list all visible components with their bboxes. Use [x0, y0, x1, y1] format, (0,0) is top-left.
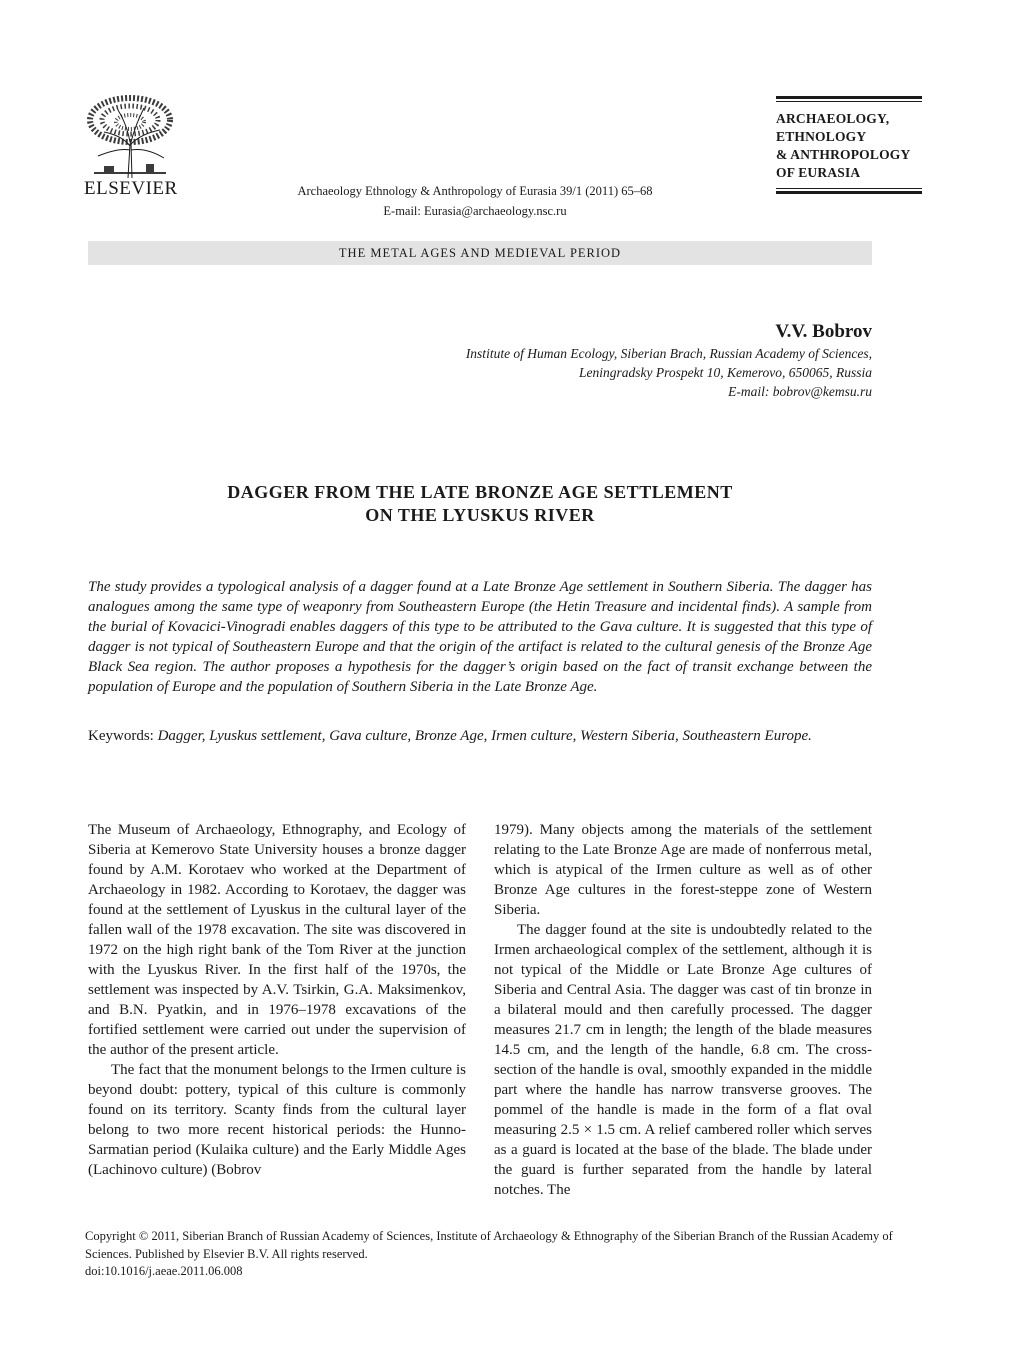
body-paragraph: The fact that the monument belongs to the Irmen culture is beyond doubt: pottery, typical of this culture is commonly found on its territory. Scanty finds from the cultural layer belong to two more recent historical periods: the Hunno-Sarmatian period (Kulaika culture) and the Early Middle Ages (Lachinovo culture) (Bobrov: [88, 1062, 466, 1178]
journal-citation: [250, 181, 700, 221]
body-column-right: [494, 820, 872, 1200]
journal-rule-top: [776, 96, 922, 102]
affiliation-line-1: Institute of Human Ecology, Siberian Brach, Russian Academy of Sciences,: [465, 346, 872, 361]
article-title: [88, 481, 872, 527]
affiliation-email: E-mail: bobrov@kemsu.ru: [728, 384, 872, 399]
title-line-2: ON THE LYUSKUS RIVER: [365, 505, 595, 525]
keywords-value: Dagger, Lyuskus settlement, Gava culture, Bronze Age, Irmen culture, Western Siberia, Southeastern Europe.: [157, 728, 812, 744]
body-column-left: [88, 820, 466, 1180]
body-paragraph: The Museum of Archaeology, Ethnography, and Ecology of Siberia at Kemerovo State University houses a bronze dagger found by A.M. Korotaev who worked at the Department of Archaeology in 1982. According to Korotaev, the dagger was found at the settlement of Lyuskus in the cultural layer of the fallen wall of the 1978 excavation. The site was discovered in 1972 on the high right bank of the Tom River at the junction with the Lyuskus River. In the first half of the 1970s, the settlement was inspected by A.V. Tsirkin, G.A. Maksimenkov, and B.N. Pyatkin, and in 1976–1978 excavations of the fortified settlement were carried out under the supervision of the author of the present article.: [88, 822, 466, 1058]
doi: doi:10.1016/j.aeae.2011.06.008: [85, 1264, 243, 1278]
body-paragraph: 1979). Many objects among the materials of the settlement relating to the Late Bronze Age are made of nonferrous metal, which is atypical of the Irmen culture as well as of other Bronze Age cultures in the forest-steppe zone of Western Siberia.: [494, 822, 872, 918]
copyright-footer: [85, 1228, 895, 1281]
journal-rule-bottom: [776, 188, 922, 194]
keywords-label: Keywords:: [88, 728, 154, 744]
author-affiliation: [466, 344, 872, 401]
journal-name-line-4: OF EURASIA: [776, 165, 861, 180]
publisher-name: ELSEVIER: [84, 178, 178, 199]
section-heading: THE METAL AGES AND MEDIEVAL PERIOD: [88, 241, 872, 265]
body-paragraph: The dagger found at the site is undoubtedly related to the Irmen archaeological complex of the settlement, although it is not typical of the Middle or Late Bronze Age cultures of Siberia and Central Asia. The dagger was cast of tin bronze in a bilateral mould and then carefully processed. The dagger measures 21.7 cm in length; the length of the blade measures 14.5 cm, and the length of the handle, 6.8 cm. The cross-section of the handle is oval, smoothly expanded in the middle part where the handle has narrow transverse grooves. The pommel of the handle is made in the form of a flat oval measuring 2.5 × 1.5 cm. A relief cambered roller which serves as a guard is located at the base of the blade. The blade under the guard is further separated from the handle by lateral notches. The: [494, 922, 872, 1198]
journal-name-line-3: & ANTHROPOLOGY: [776, 147, 911, 162]
journal-name-box: [776, 96, 922, 194]
author-name: V.V. Bobrov: [775, 321, 872, 342]
journal-name-line-1: ARCHAEOLOGY,: [776, 111, 890, 126]
title-line-1: DAGGER FROM THE LATE BRONZE AGE SETTLEMENT: [227, 482, 733, 502]
abstract: The study provides a typological analysis of a dagger found at a Late Bronze Age settlement in Southern Siberia. The dagger has analogues among the same type of weaponry from Southeastern Europe (the Hetin Treasure and incidental finds). A sample from the burial of Kovacici-Vinogradi enables daggers of this type to be attributed to the Gava culture. It is suggested that this type of dagger is not typical of Southeastern Europe and that the origin of the artifact is related to the cultural genesis of the Bronze Age Black Sea region. The author proposes a hypothesis for the dagger’s origin based on the fact of transit exchange between the population of Europe and the population of Southern Siberia in the Late Bronze Age.: [88, 579, 872, 695]
keywords: [88, 726, 872, 746]
copyright-text: Copyright © 2011, Siberian Branch of Russian Academy of Sciences, Institute of Archaeology & Ethnography of the Siberian Branch of the Russian Academy of Sciences. Published by Elsevier B.V. All rights reserved.: [85, 1229, 893, 1261]
journal-email: E-mail: Eurasia@archaeology.nsc.ru: [383, 204, 567, 218]
journal-name-line-2: ETHNOLOGY: [776, 129, 867, 144]
affiliation-line-2: Leningradsky Prospekt 10, Kemerovo, 650065, Russia: [579, 365, 872, 380]
citation-line: Archaeology Ethnology & Anthropology of Eurasia 39/1 (2011) 65–68: [297, 184, 653, 198]
tree-logo-icon: [84, 94, 176, 178]
